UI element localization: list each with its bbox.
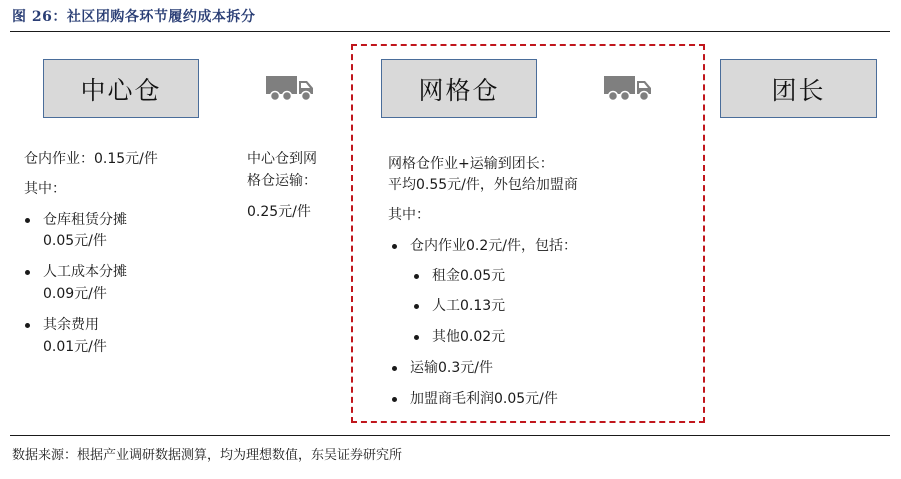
center-breakdown-label: 其中： <box>24 181 66 197</box>
figure-title: 图 26：社区团购各环节履约成本拆分 <box>12 9 256 25</box>
source-note: 数据来源：根据产业调研数据测算，均为理想数值，东吴证券研究所 <box>12 448 403 463</box>
center-item-other-value: 0.01元/件 <box>43 339 107 355</box>
node-center-warehouse: 中心仓 <box>43 59 199 118</box>
grid-warehouse-highlight <box>351 44 705 423</box>
grid-subitem-labor: 人工0.13元 <box>432 298 506 314</box>
node-grid-warehouse: 网格仓 <box>381 59 537 118</box>
center-item-labor: 人工成本分摊 <box>43 264 127 280</box>
truck-icon <box>266 74 314 102</box>
grid-cost-line2: 平均0.55元/件，外包给加盟商 <box>388 177 578 193</box>
center-item-rent-value: 0.05元/件 <box>43 233 107 249</box>
grid-cost-line1: 网格仓作业+运输到团长： <box>388 156 554 172</box>
center-item-labor-value: 0.09元/件 <box>43 286 107 302</box>
center-item-rent: 仓库租赁分摊 <box>43 212 127 228</box>
node-group-leader: 团长 <box>720 59 877 118</box>
grid-subitem-other: 其他0.02元 <box>432 329 506 345</box>
top-divider <box>10 31 890 32</box>
grid-breakdown-label: 其中： <box>388 207 430 223</box>
transport-label-line1: 中心仓到网 <box>247 151 317 167</box>
transport-cost: 0.25元/件 <box>247 204 311 220</box>
grid-item-warehouse-ops: 仓内作业0.2元/件，包括： <box>410 238 577 254</box>
grid-item-transport: 运输0.3元/件 <box>410 360 493 376</box>
transport-label-line2: 格仓运输： <box>247 173 317 189</box>
center-item-other: 其余费用 <box>43 317 99 333</box>
grid-item-franchise-margin: 加盟商毛利润0.05元/件 <box>410 391 558 407</box>
bottom-divider <box>10 435 890 436</box>
center-cost-line: 仓内作业：0.15元/件 <box>24 151 158 167</box>
grid-subitem-rent: 租金0.05元 <box>432 268 506 284</box>
